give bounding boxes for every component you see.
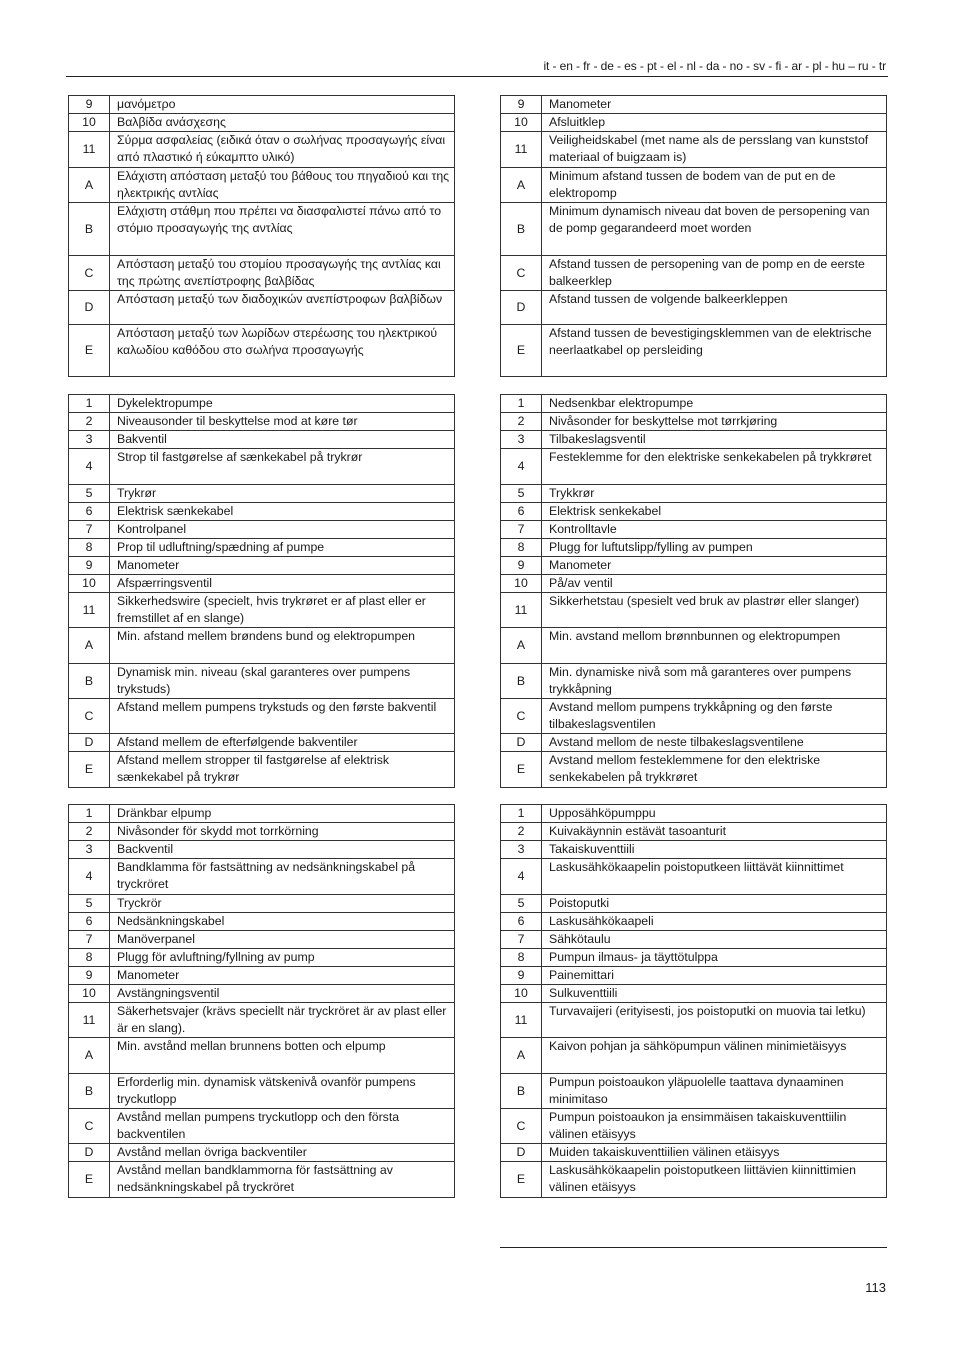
row-key: 3: [69, 431, 110, 449]
row-description: Σύρμα ασφαλείας (ειδικά όταν ο σωλήνας προσαγωγής είναι από πλαστικό ή εύκαμπτο υλικό): [110, 132, 455, 168]
table-row: [69, 859, 455, 895]
row-key: 6: [501, 913, 542, 931]
table-row: [501, 593, 887, 628]
row-description: Manöverpanel: [110, 931, 455, 949]
table-row: [501, 395, 887, 413]
row-description: Ελάχιστη στάθμη που πρέπει να διασφαλιστεί πάνω από το στόμιο προσαγωγής της αντλίας: [110, 203, 455, 256]
legend-table-fi: [500, 804, 887, 1198]
table-row: [501, 628, 887, 664]
row-key: 5: [501, 485, 542, 503]
table-row: [69, 539, 455, 557]
table-row: [69, 291, 455, 325]
row-description: Min. avstand mellom brønnbunnen og elektropumpen: [542, 628, 887, 664]
row-key: 3: [501, 841, 542, 859]
row-description: Min. avstånd mellan brunnens botten och elpump: [110, 1038, 455, 1074]
row-key: 10: [501, 985, 542, 1003]
table-row: [69, 985, 455, 1003]
table-row: [69, 449, 455, 485]
row-description: Απόσταση μεταξύ του στομίου προσαγωγής της αντλίας και της πρώτης ανεπίστροφης βαλβίδας: [110, 256, 455, 291]
row-key: D: [69, 734, 110, 752]
row-key: 10: [501, 575, 542, 593]
row-key: 5: [69, 895, 110, 913]
table-row: [501, 895, 887, 913]
row-key: 2: [501, 823, 542, 841]
table-row: [69, 628, 455, 664]
row-key: D: [501, 734, 542, 752]
row-key: 8: [501, 539, 542, 557]
table-row: [69, 1109, 455, 1144]
table-row: [501, 967, 887, 985]
row-description: Βαλβίδα ανάσχεσης: [110, 114, 455, 132]
row-key: 10: [69, 575, 110, 593]
table-row: [501, 752, 887, 788]
row-key: B: [69, 203, 110, 256]
table-row: [69, 325, 455, 377]
row-description: Bakventil: [110, 431, 455, 449]
table-row: [69, 805, 455, 823]
row-description: Trykkrør: [542, 485, 887, 503]
row-key: 5: [69, 485, 110, 503]
row-description: Kontrolltavle: [542, 521, 887, 539]
row-key: 2: [501, 413, 542, 431]
row-key: 10: [69, 985, 110, 1003]
row-key: E: [501, 752, 542, 788]
row-key: D: [501, 1144, 542, 1162]
row-key: A: [69, 168, 110, 203]
row-description: Minimum dynamisch niveau dat boven de persopening van de pomp gegarandeerd moet worden: [542, 203, 887, 256]
row-key: C: [69, 699, 110, 734]
row-description: Sikkerhedswire (specielt, hvis trykrøret er af plast eller er fremstillet af en slange): [110, 593, 455, 628]
row-key: 11: [69, 132, 110, 168]
row-key: 9: [501, 967, 542, 985]
language-list-header: it - en - fr - de - es - pt - el - nl - da - no - sv - fi - ar - pl - hu – ru - tr: [543, 59, 886, 73]
table-row: [69, 1074, 455, 1109]
row-key: 11: [501, 132, 542, 168]
row-key: B: [501, 1074, 542, 1109]
row-key: C: [69, 1109, 110, 1144]
table-row: [69, 593, 455, 628]
row-key: B: [69, 1074, 110, 1109]
table-row: [69, 168, 455, 203]
row-key: 9: [69, 96, 110, 114]
table-row: [501, 805, 887, 823]
row-description: Manometer: [110, 557, 455, 575]
table-row: [501, 859, 887, 895]
row-key: 11: [69, 593, 110, 628]
row-description: Säkerhetsvajer (krävs speciellt när tryckröret är av plast eller är en slang).: [110, 1003, 455, 1038]
row-description: Ελάχιστη απόσταση μεταξύ του βάθους του πηγαδιού και της ηλεκτρικής αντλίας: [110, 168, 455, 203]
row-key: 9: [69, 967, 110, 985]
row-key: 1: [501, 395, 542, 413]
row-description: Tilbakeslagsventil: [542, 431, 887, 449]
row-description: Απόσταση μεταξύ των λωρίδων στερέωσης του ηλεκτρικού καλωδίου καθόδου στο σωλήνα προσαγωγής: [110, 325, 455, 377]
row-description: Avstånd mellan övriga backventiler: [110, 1144, 455, 1162]
row-description: Takaiskuventtiili: [542, 841, 887, 859]
legend-table-nl: [500, 95, 887, 377]
table-row: [69, 413, 455, 431]
row-description: Laskusähkökaapelin poistoputkeen liittävien kiinnittimien välinen etäisyys: [542, 1162, 887, 1198]
table-row: [501, 557, 887, 575]
table-row: [69, 114, 455, 132]
row-key: 4: [69, 449, 110, 485]
row-key: C: [501, 256, 542, 291]
row-description: Avstand mellom pumpens trykkåpning og den første tilbakeslagsventilen: [542, 699, 887, 734]
row-key: 9: [501, 557, 542, 575]
row-description: Min. dynamiske nivå som må garanteres over pumpens trykkåpning: [542, 664, 887, 699]
table-row: [69, 931, 455, 949]
table-row: [501, 96, 887, 114]
row-description: Min. afstand mellem brøndens bund og elektropumpen: [110, 628, 455, 664]
table-row: [501, 1074, 887, 1109]
row-description: Kaivon pohjan ja sähköpumpun välinen minimietäisyys: [542, 1038, 887, 1074]
row-description: Kuivakäynnin estävät tasoanturit: [542, 823, 887, 841]
row-description: Muiden takaiskuventtiilien välinen etäisyys: [542, 1144, 887, 1162]
table-row: [69, 841, 455, 859]
table-row: [501, 1144, 887, 1162]
table-row: [501, 449, 887, 485]
row-description: Avstånd mellan pumpens tryckutlopp och den första backventilen: [110, 1109, 455, 1144]
table-row: [501, 823, 887, 841]
row-description: Pumpun poistoaukon yläpuolelle taattava dynaaminen minimitaso: [542, 1074, 887, 1109]
row-description: μανόμετρο: [110, 96, 455, 114]
table-row: [501, 485, 887, 503]
row-key: A: [501, 628, 542, 664]
table-row: [69, 132, 455, 168]
table-row: [69, 699, 455, 734]
row-description: Elektrisk sænkekabel: [110, 503, 455, 521]
table-row: [501, 699, 887, 734]
row-key: C: [69, 256, 110, 291]
table-row: [69, 521, 455, 539]
row-key: B: [69, 664, 110, 699]
row-description: Afstand mellem pumpens trykstuds og den første bakventil: [110, 699, 455, 734]
row-description: Festeklemme for den elektriske senkekabelen på trykkrøret: [542, 449, 887, 485]
row-description: Avstånd mellan bandklammorna för fastsättning av nedsänkningskabel på tryckröret: [110, 1162, 455, 1198]
legend-table-da: [68, 394, 455, 788]
row-key: 9: [69, 557, 110, 575]
row-key: 5: [501, 895, 542, 913]
row-description: Trykrør: [110, 485, 455, 503]
table-row: [501, 431, 887, 449]
row-key: B: [501, 203, 542, 256]
row-key: E: [501, 325, 542, 377]
row-key: 9: [501, 96, 542, 114]
row-description: Prop til udluftning/spædning af pumpe: [110, 539, 455, 557]
table-row: [501, 841, 887, 859]
row-key: D: [69, 1144, 110, 1162]
row-description: På/av ventil: [542, 575, 887, 593]
row-key: 4: [69, 859, 110, 895]
row-description: Afstand tussen de persopening van de pomp en de eerste balkeerklep: [542, 256, 887, 291]
row-description: Afspærringsventil: [110, 575, 455, 593]
legend-table-no: [500, 394, 887, 788]
row-key: 1: [69, 395, 110, 413]
row-description: Bandklamma för fastsättning av nedsänkningskabel på tryckröret: [110, 859, 455, 895]
row-description: Afsluitklep: [542, 114, 887, 132]
row-key: E: [69, 1162, 110, 1198]
table-row: [501, 539, 887, 557]
row-description: Plugg for luftutslipp/fylling av pumpen: [542, 539, 887, 557]
row-description: Erforderlig min. dynamisk vätskenivå ovanför pumpens tryckutlopp: [110, 1074, 455, 1109]
row-key: 10: [69, 114, 110, 132]
row-description: Tryckrör: [110, 895, 455, 913]
table-row: [501, 575, 887, 593]
table-row: [69, 1038, 455, 1074]
table-row: [501, 413, 887, 431]
table-row: [69, 949, 455, 967]
row-key: E: [501, 1162, 542, 1198]
row-description: Dränkbar elpump: [110, 805, 455, 823]
row-key: D: [69, 291, 110, 325]
table-row: [501, 256, 887, 291]
table-row: [69, 256, 455, 291]
row-key: 7: [69, 931, 110, 949]
row-description: Painemittari: [542, 967, 887, 985]
row-key: A: [69, 1038, 110, 1074]
table-row: [69, 395, 455, 413]
row-description: Strop til fastgørelse af sænkekabel på trykrør: [110, 449, 455, 485]
row-description: Upposähköpumppu: [542, 805, 887, 823]
legend-table-sv: [68, 804, 455, 1198]
table-row: [501, 734, 887, 752]
row-description: Avstand mellom festeklemmene for den elektriske senkekabelen på trykkrøret: [542, 752, 887, 788]
table-row: [501, 521, 887, 539]
table-row: [69, 557, 455, 575]
row-description: Sikkerhetstau (spesielt ved bruk av plastrør eller slanger): [542, 593, 887, 628]
row-description: Manometer: [542, 96, 887, 114]
row-key: 6: [69, 503, 110, 521]
row-key: A: [501, 168, 542, 203]
row-key: 8: [69, 949, 110, 967]
table-row: [501, 664, 887, 699]
footer-divider: [500, 1247, 887, 1248]
table-row: [69, 575, 455, 593]
table-row: [69, 734, 455, 752]
table-row: [69, 203, 455, 256]
row-description: Dykelektropumpe: [110, 395, 455, 413]
row-description: Kontrolpanel: [110, 521, 455, 539]
row-key: 4: [501, 449, 542, 485]
table-row: [501, 949, 887, 967]
table-row: [69, 664, 455, 699]
table-row: [69, 96, 455, 114]
row-key: 11: [69, 1003, 110, 1038]
row-description: Avstängningsventil: [110, 985, 455, 1003]
row-description: Poistoputki: [542, 895, 887, 913]
row-key: 11: [501, 1003, 542, 1038]
row-key: C: [501, 699, 542, 734]
row-key: 11: [501, 593, 542, 628]
row-key: 6: [69, 913, 110, 931]
row-key: A: [501, 1038, 542, 1074]
row-key: 7: [501, 931, 542, 949]
row-key: 2: [69, 413, 110, 431]
row-key: 10: [501, 114, 542, 132]
table-row: [501, 1162, 887, 1198]
table-row: [69, 967, 455, 985]
table-row: [501, 913, 887, 931]
table-row: [501, 985, 887, 1003]
table-row: [501, 1109, 887, 1144]
table-row: [69, 485, 455, 503]
table-row: [69, 752, 455, 788]
row-description: Afstand tussen de volgende balkeerkleppen: [542, 291, 887, 325]
row-description: Manometer: [110, 967, 455, 985]
row-description: Manometer: [542, 557, 887, 575]
table-row: [501, 203, 887, 256]
row-description: Laskusähkökaapelin poistoputkeen liittävät kiinnittimet: [542, 859, 887, 895]
row-key: 3: [501, 431, 542, 449]
row-description: Dynamisk min. niveau (skal garanteres over pumpens trykstuds): [110, 664, 455, 699]
row-description: Laskusähkökaapeli: [542, 913, 887, 931]
table-row: [501, 168, 887, 203]
row-description: Minimum afstand tussen de bodem van de put en de elektropomp: [542, 168, 887, 203]
table-row: [501, 1038, 887, 1074]
table-row: [501, 114, 887, 132]
table-row: [501, 503, 887, 521]
row-key: 6: [501, 503, 542, 521]
row-key: B: [501, 664, 542, 699]
table-row: [69, 895, 455, 913]
row-description: Pumpun poistoaukon ja ensimmäisen takaiskuventtiilin välinen etäisyys: [542, 1109, 887, 1144]
row-description: Avstand mellom de neste tilbakeslagsventilene: [542, 734, 887, 752]
legend-table-el: [68, 95, 455, 377]
row-description: Afstand mellem de efterfølgende bakventiler: [110, 734, 455, 752]
row-description: Sähkötaulu: [542, 931, 887, 949]
row-description: Backventil: [110, 841, 455, 859]
table-row: [501, 1003, 887, 1038]
row-description: Plugg för avluftning/fyllning av pump: [110, 949, 455, 967]
row-key: 7: [501, 521, 542, 539]
row-description: Turvavaijeri (erityisesti, jos poistoputki on muovia tai letku): [542, 1003, 887, 1038]
table-row: [69, 1162, 455, 1198]
header-divider: [66, 76, 888, 77]
table-row: [69, 1003, 455, 1038]
row-description: Nivåsonder för skydd mot torrkörning: [110, 823, 455, 841]
row-key: A: [69, 628, 110, 664]
row-description: Απόσταση μεταξύ των διαδοχικών ανεπίστροφων βαλβίδων: [110, 291, 455, 325]
row-key: E: [69, 325, 110, 377]
row-description: Nedsenkbar elektropumpe: [542, 395, 887, 413]
row-description: Niveausonder til beskyttelse mod at køre tør: [110, 413, 455, 431]
table-row: [69, 1144, 455, 1162]
row-description: Afstand tussen de bevestigingsklemmen van de elektrische neerlaatkabel op persleiding: [542, 325, 887, 377]
row-key: 7: [69, 521, 110, 539]
row-key: 1: [501, 805, 542, 823]
table-row: [501, 325, 887, 377]
row-key: 8: [501, 949, 542, 967]
row-key: C: [501, 1109, 542, 1144]
table-row: [501, 291, 887, 325]
table-row: [501, 931, 887, 949]
row-description: Afstand mellem stropper til fastgørelse af elektrisk sænkekabel på trykrør: [110, 752, 455, 788]
table-row: [69, 913, 455, 931]
row-key: 8: [69, 539, 110, 557]
row-key: 4: [501, 859, 542, 895]
table-row: [69, 431, 455, 449]
row-key: E: [69, 752, 110, 788]
row-key: 3: [69, 841, 110, 859]
page-number: 113: [865, 1280, 886, 1295]
table-row: [501, 132, 887, 168]
row-key: 1: [69, 805, 110, 823]
row-description: Nedsänkningskabel: [110, 913, 455, 931]
row-description: Veiligheidskabel (met name als de persslang van kunststof materiaal of buigzaam is): [542, 132, 887, 168]
row-key: 2: [69, 823, 110, 841]
row-key: D: [501, 291, 542, 325]
row-description: Sulkuventtiili: [542, 985, 887, 1003]
row-description: Pumpun ilmaus- ja täyttötulppa: [542, 949, 887, 967]
table-row: [69, 503, 455, 521]
row-description: Elektrisk senkekabel: [542, 503, 887, 521]
table-row: [69, 823, 455, 841]
row-description: Nivåsonder for beskyttelse mot tørrkjøring: [542, 413, 887, 431]
